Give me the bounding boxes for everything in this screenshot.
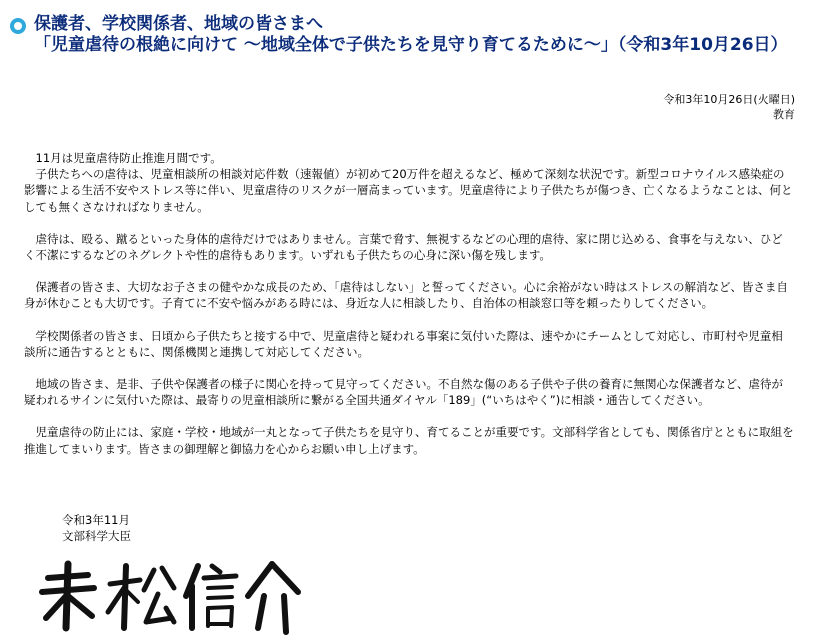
department-label: 教育 [773,108,795,121]
page-title [34,14,810,56]
title-line-1: 保護者、学校関係者、地域の皆さまへ [34,14,323,34]
publication-meta [663,92,795,122]
circle-bullet-icon [10,18,26,34]
closing-block [62,512,131,544]
paragraph-3: 虐待は、殴る、蹴るといった身体的虐待だけではありません。言葉で脅す、無視するなどの心理的虐待、家に閉じ込める、食事を与えない、ひどく不潔にするなどのネグレクトや性的虐待もあります。いずれも子供たちの心身に深い傷を残します。 [24,231,783,263]
publication-date: 令和3年10月26日(火曜日) [663,93,795,106]
paragraph-4: 保護者の皆さま、大切なお子さまの健やかな成長のため、「虐待はしない」と誓ってください。心に余裕がない時はストレスの解消など、皆さま自身が休むことも大切です。子育てに不安や悩みがある時には、身近な人に相談したり、自治体の相談窓口等を頼ったりしてください。 [24,280,788,311]
page-header [10,14,810,56]
closing-date: 令和3年11月 [62,513,130,527]
paragraph-1: 11月は児童虐待防止推進月間です。 [35,151,222,165]
paragraph-7: 児童虐待の防止には、家庭・学校・地域が一丸となって子供たちを見守り、育てることが重要です。文部科学省としても、関係省庁とともに取組を推進してまいります。皆さまの御理解と御協力を心からお願い申し上げます。 [24,425,794,456]
message-body [24,150,794,473]
handwritten-signature [36,556,306,636]
closing-author: 文部科学大臣 [62,529,131,543]
title-line-2: 「児童虐待の根絶に向けて 〜地域全体で子供たちを見守り育てるために〜」（令和3年10月26日） [34,35,788,55]
paragraph-2: 子供たちへの虐待は、児童相談所の相談対応件数（速報値）が初めて20万件を超えるなど、極めて深刻な状況です。新型コロナウイルス感染症の影響による生活不安やストレス等に伴い、児童虐待のリスクが一層高まっています。児童虐待により子供たちが傷つき、亡くなるようなことは、何としても無くさなければなりません。 [24,167,793,214]
paragraph-6: 地域の皆さま、是非、子供や保護者の様子に関心を持って見守ってください。不自然な傷のある子供や子供の養育に無関心な保護者など、虐待が疑われるサインに気付いた際は、最寄りの児童相談所に繋がる全国共通ダイヤル「189」(“いちはやく”)に相談・通告してください。 [24,377,783,408]
paragraph-5: 学校関係者の皆さま、日頃から子供たちと接する中で、児童虐待と疑われる事案に気付いた際は、速やかにチームとして対応し、市町村や児童相談所に通告するとともに、関係機関と連携して対応してください。 [24,328,783,359]
